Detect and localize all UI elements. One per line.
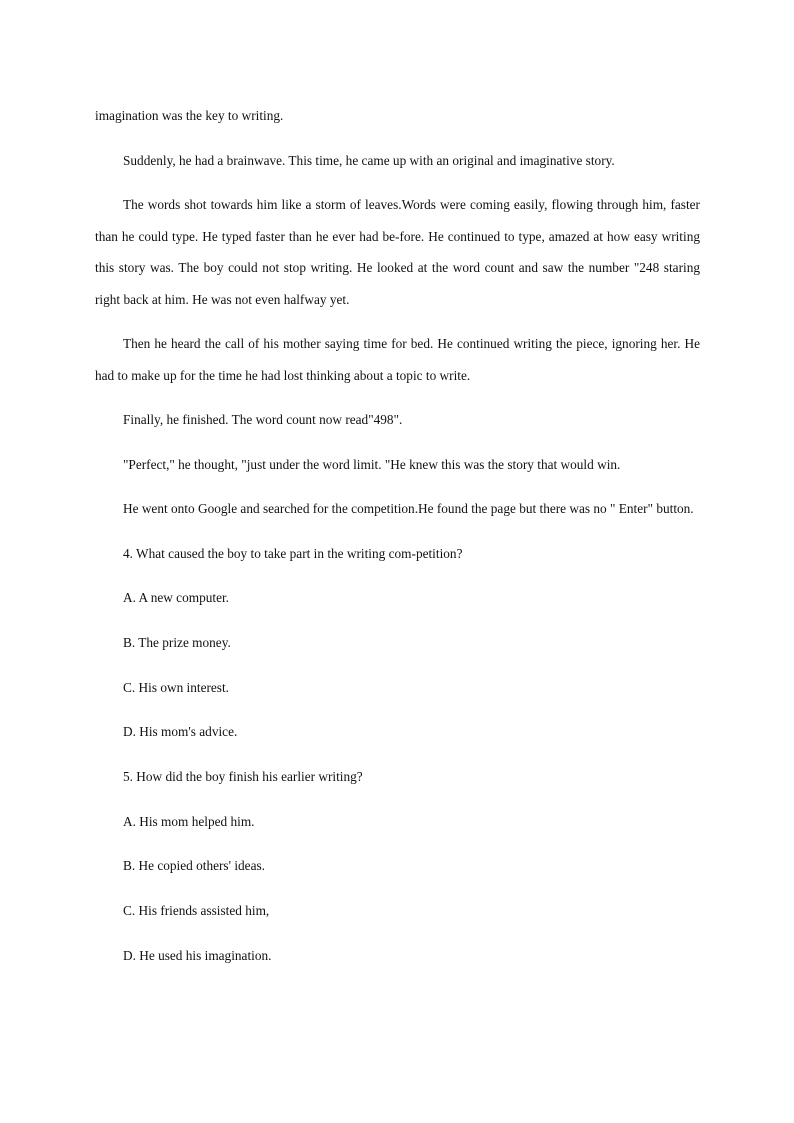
question-stem: 5. How did the boy finish his earlier writing? xyxy=(123,768,363,784)
answer-option-c: C. His friends assisted him, xyxy=(123,903,270,918)
paragraph-7: He went onto Google and searched for the competition.He found the page but there was no " Enter" button. xyxy=(123,501,694,516)
answer-option-a: A. A new computer. xyxy=(123,590,229,606)
answer-option-b: B. The prize money. xyxy=(123,634,231,650)
paragraph-6: "Perfect," he thought, "just under the word limit. "He knew this was the story that would win. xyxy=(123,456,621,472)
answer-option-a: A. His mom helped him. xyxy=(123,813,255,829)
answer-option-d: D. His mom's advice. xyxy=(123,724,238,740)
question-stem: 4. What caused the boy to take part in the writing com-petition? xyxy=(123,545,463,561)
document-body xyxy=(95,100,700,984)
paragraph-2: Suddenly, he had a brainwave. This time, he came up with an original and imaginative story. xyxy=(123,152,615,168)
paragraph-3: The words shot towards him like a storm of leaves.Words were coming easily, flowing through him, faster than he could type. He typed faster than he ever had be-fore. He continued to type, amazed at how easy writing this story was. The boy could not stop writing. He looked at the word count and saw the number "248 staring right back at him. He was not even halfway yet. xyxy=(95,197,700,307)
paragraph-1: imagination was the key to writing. xyxy=(95,108,284,123)
paragraph-4: Then he heard the call of his mother saying time for bed. He continued writing the piece, ignoring her. He had to make up for the time he had lost thinking about a topic to write. xyxy=(95,336,700,383)
question-4 xyxy=(95,538,700,748)
answer-option-b: B. He copied others' ideas. xyxy=(123,858,265,874)
answer-option-d: D. He used his imagination. xyxy=(123,947,272,963)
paragraph-5: Finally, he finished. The word count now read"498". xyxy=(123,412,403,427)
question-5 xyxy=(95,761,700,971)
answer-option-c: C. His own interest. xyxy=(123,679,229,695)
